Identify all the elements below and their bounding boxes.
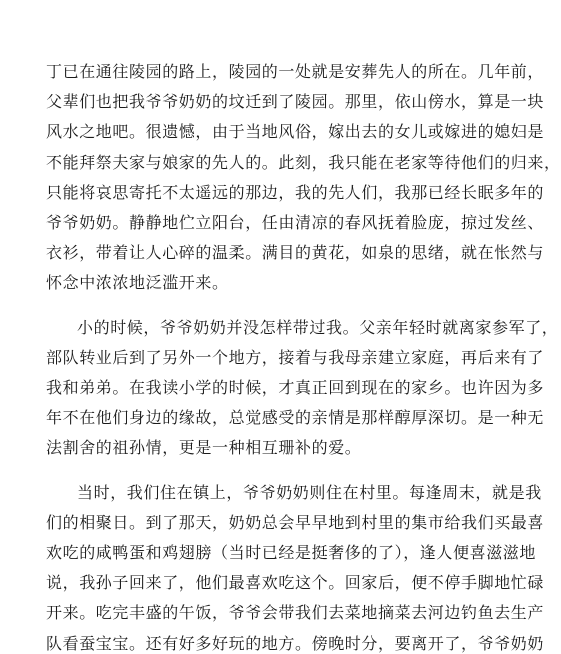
text-line: 只能将哀思寄托不太遥远的那边，我的先人们，我那已经长眠多年的: [46, 182, 545, 202]
text-line: 欢吃的咸鸭蛋和鸡翅膀（当时已经是挺奢侈的了），逢人便喜滋滋地: [46, 543, 537, 562]
text-line: 我和弟弟。在我读小学的时候，才真正回到现在的家乡。也许因为多: [46, 378, 545, 397]
text-line: 法割舍的祖孙情，更是一种相互珊补的爱。: [46, 438, 362, 458]
text-line: 当时，我们住在镇上，爷爷奶奶则住在村里。每逢周末，就是我: [77, 482, 542, 502]
text-line: 丁已在通往陵园的路上，陵园的一处就是安葬先人的所在。几年前，: [46, 62, 545, 81]
text-line: 怀念中浓浓地泛滥开来。: [46, 273, 229, 293]
text-line: 小的时候，爷爷奶奶并没怎样带过我。父亲年轻时就离家参军了，: [77, 317, 559, 337]
text-line: 父辈们也把我爷爷奶奶的坟迁到了陵园。那里，依山傍水，算是一块: [46, 92, 545, 112]
text-line: 不能拜祭夫家与娘家的先人的。此刻，我只能在老家等待他们的归来，: [46, 152, 561, 172]
text-line: 爷爷奶奶。静静地伫立阳台，任由清凉的春风抚着脸庞，掠过发丝、: [46, 213, 545, 232]
text-line: 衣衫，带着让人心碎的温柔。满目的黄花，如泉的思绪，就在怅然与: [46, 243, 545, 263]
text-line: 们的相聚日。到了那天，奶奶总会早早地到村里的集市给我们买最喜: [46, 512, 545, 532]
text-line: 队看蚕宝宝。还有好多好玩的地方。傍晚时分，要离开了，爷爷奶奶: [46, 633, 545, 653]
text-line: 开来。吃完丰盛的午饭，爷爷会带我们去菜地摘菜去河边钓鱼去生产: [46, 603, 545, 623]
text-line: 风水之地吧。很遗憾，由于当地风俗，嫁出去的女儿或嫁进的媳妇是: [46, 122, 545, 142]
text-line: 年不在他们身边的缘故，总觉感受的亲情是那样醇厚深切。是一种无: [46, 408, 545, 428]
text-line: 说，我孙子回来了，他们最喜欢吃这个。回家后，便不停手脚地忙碌: [46, 573, 545, 593]
text-line: 部队转业后到了另外一个地方，接着与我母亲建立家庭，再后来有了: [46, 347, 545, 367]
